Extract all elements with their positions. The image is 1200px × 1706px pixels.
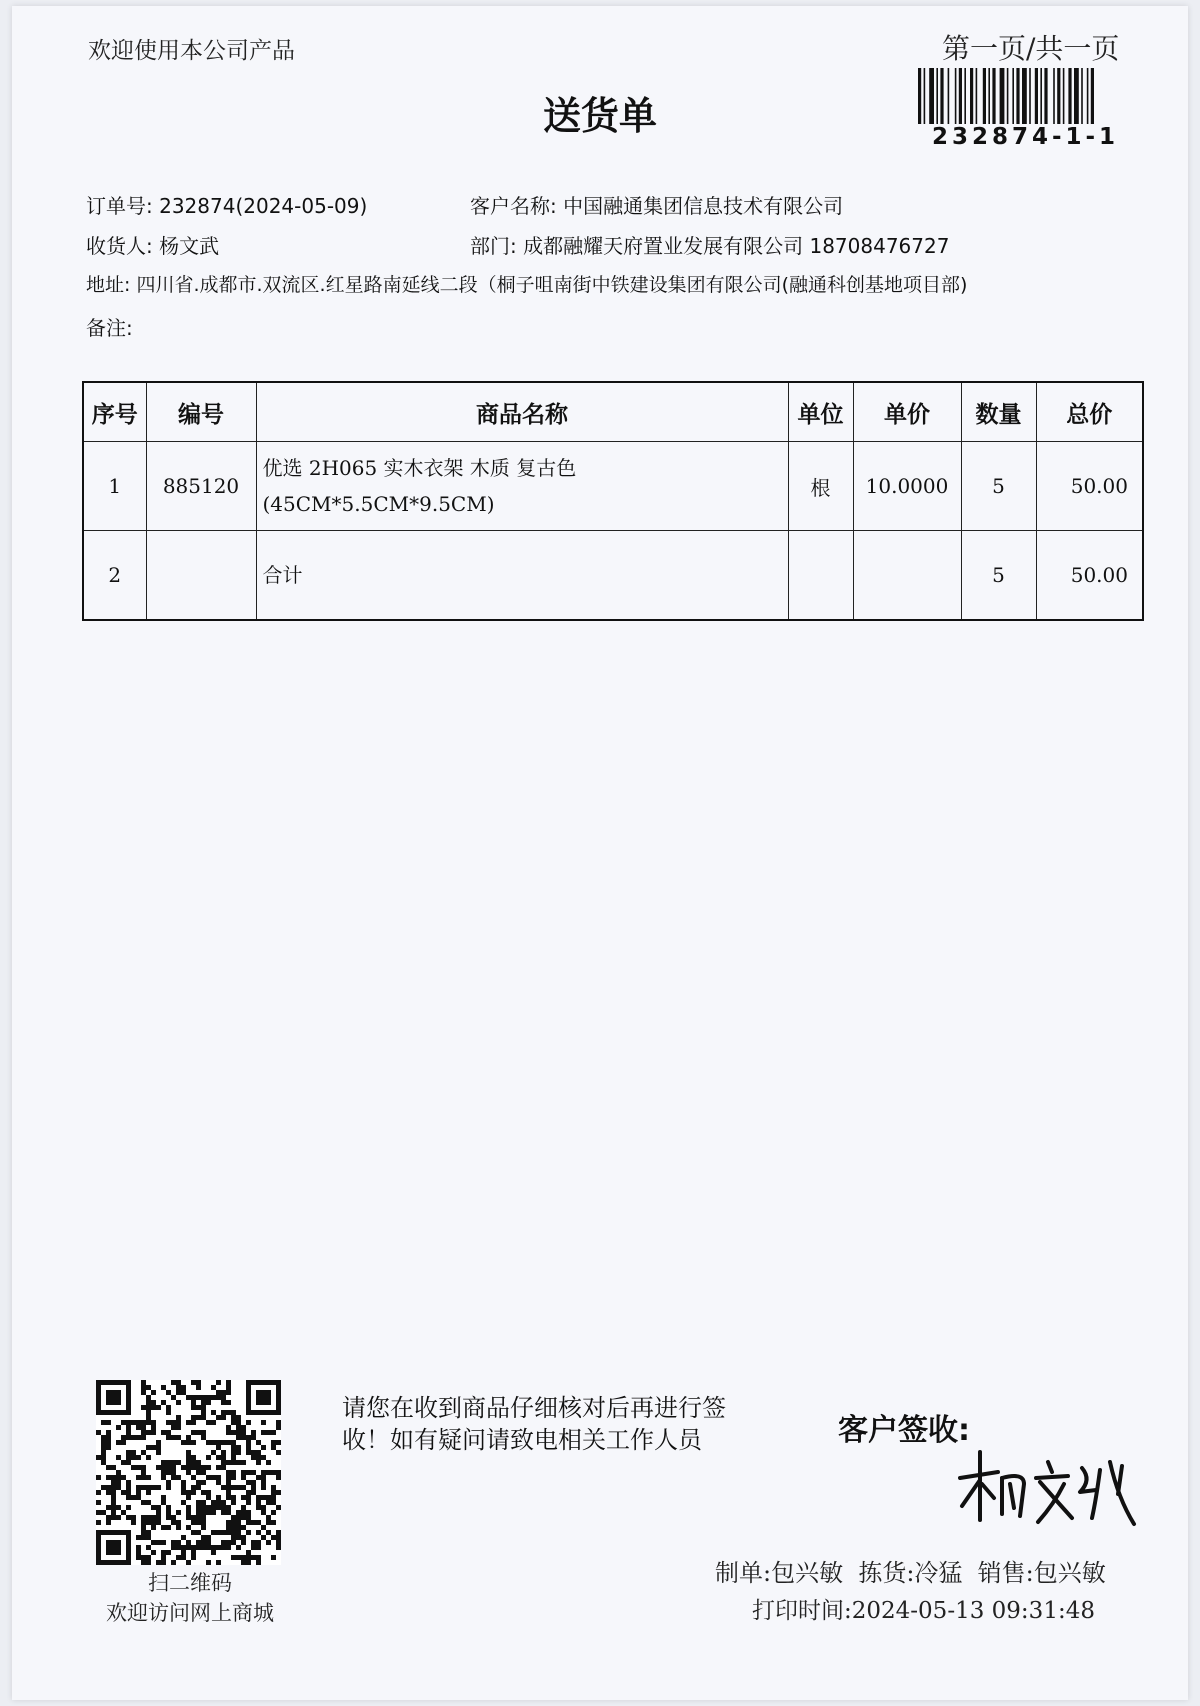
column-header: 总价 <box>1036 382 1143 442</box>
order-number-value: 232874(2024-05-09) <box>159 194 368 218</box>
customer-sign-label: 客户签收: <box>838 1413 970 1448</box>
qr-caption-line1: 扫二维码 <box>148 1571 232 1595</box>
customer-name <box>470 190 843 219</box>
item-total: 50.00 <box>1036 531 1143 621</box>
remark <box>86 312 133 341</box>
item-name <box>256 531 788 621</box>
table-row <box>83 531 1143 621</box>
receiver-label: 收货人: <box>86 234 153 258</box>
handwritten-signature <box>950 1440 1150 1530</box>
receiver <box>86 230 219 259</box>
item-unit: 根 <box>788 442 853 531</box>
table-row <box>83 442 1143 531</box>
address-value: 四川省.成都市.双流区.红星路南延线二段（桐子咀南街中铁建设集团有限公司(融通科创基地项目部) <box>136 274 968 296</box>
column-header: 单价 <box>853 382 961 442</box>
verification-notice: 请您在收到商品仔细核对后再进行签收！如有疑问请致电相关工作人员 <box>342 1394 726 1454</box>
table-header-row <box>83 382 1143 442</box>
department <box>470 230 949 259</box>
qr-caption <box>70 1568 310 1628</box>
receiver-value: 杨文武 <box>159 234 220 258</box>
item-quantity: 5 <box>961 442 1036 531</box>
barcode-number: 232874-1-1 <box>931 124 1120 150</box>
order-number <box>86 190 367 219</box>
item-price: 10.0000 <box>853 442 961 531</box>
item-name-line2: (45CM*5.5CM*9.5CM) <box>262 492 495 516</box>
qr-caption-line2: 欢迎访问网上商城 <box>106 1601 274 1625</box>
print-time: 打印时间:2024-05-13 09:31:48 <box>752 1598 1095 1624</box>
row-number: 2 <box>83 531 146 621</box>
item-code <box>146 531 256 621</box>
item-name-line1: 优选 2H065 实木衣架 木质 复古色 <box>262 456 577 480</box>
department-label: 部门: <box>470 234 517 258</box>
customer-name-label: 客户名称: <box>470 194 557 218</box>
column-header: 编号 <box>146 382 256 442</box>
remark-label: 备注: <box>86 316 133 340</box>
address <box>86 270 967 297</box>
document-title: 送货单 <box>542 93 657 138</box>
barcode <box>918 68 1133 124</box>
row-number: 1 <box>83 442 146 531</box>
order-number-label: 订单号: <box>86 194 153 218</box>
column-header: 数量 <box>961 382 1036 442</box>
page-indicator: 第一页/共一页 <box>942 32 1120 65</box>
item-price <box>853 531 961 621</box>
item-name <box>256 442 788 531</box>
item-quantity: 5 <box>961 531 1036 621</box>
qr-code-icon[interactable] <box>96 1380 281 1565</box>
customer-name-value: 中国融通集团信息技术有限公司 <box>563 194 844 218</box>
column-header: 商品名称 <box>256 382 788 442</box>
staff-info: 制单:包兴敏 拣货:冷猛 销售:包兴敏 <box>715 1559 1106 1587</box>
item-unit <box>788 531 853 621</box>
item-name-line1: 合计 <box>262 563 303 587</box>
item-total: 50.00 <box>1036 442 1143 531</box>
goods-table <box>82 381 1144 621</box>
welcome-text: 欢迎使用本公司产品 <box>88 38 295 64</box>
item-code: 885120 <box>146 442 256 531</box>
department-value: 成都融耀天府置业发展有限公司 18708476727 <box>523 234 950 258</box>
address-label: 地址: <box>86 274 131 296</box>
column-header: 序号 <box>83 382 146 442</box>
column-header: 单位 <box>788 382 853 442</box>
